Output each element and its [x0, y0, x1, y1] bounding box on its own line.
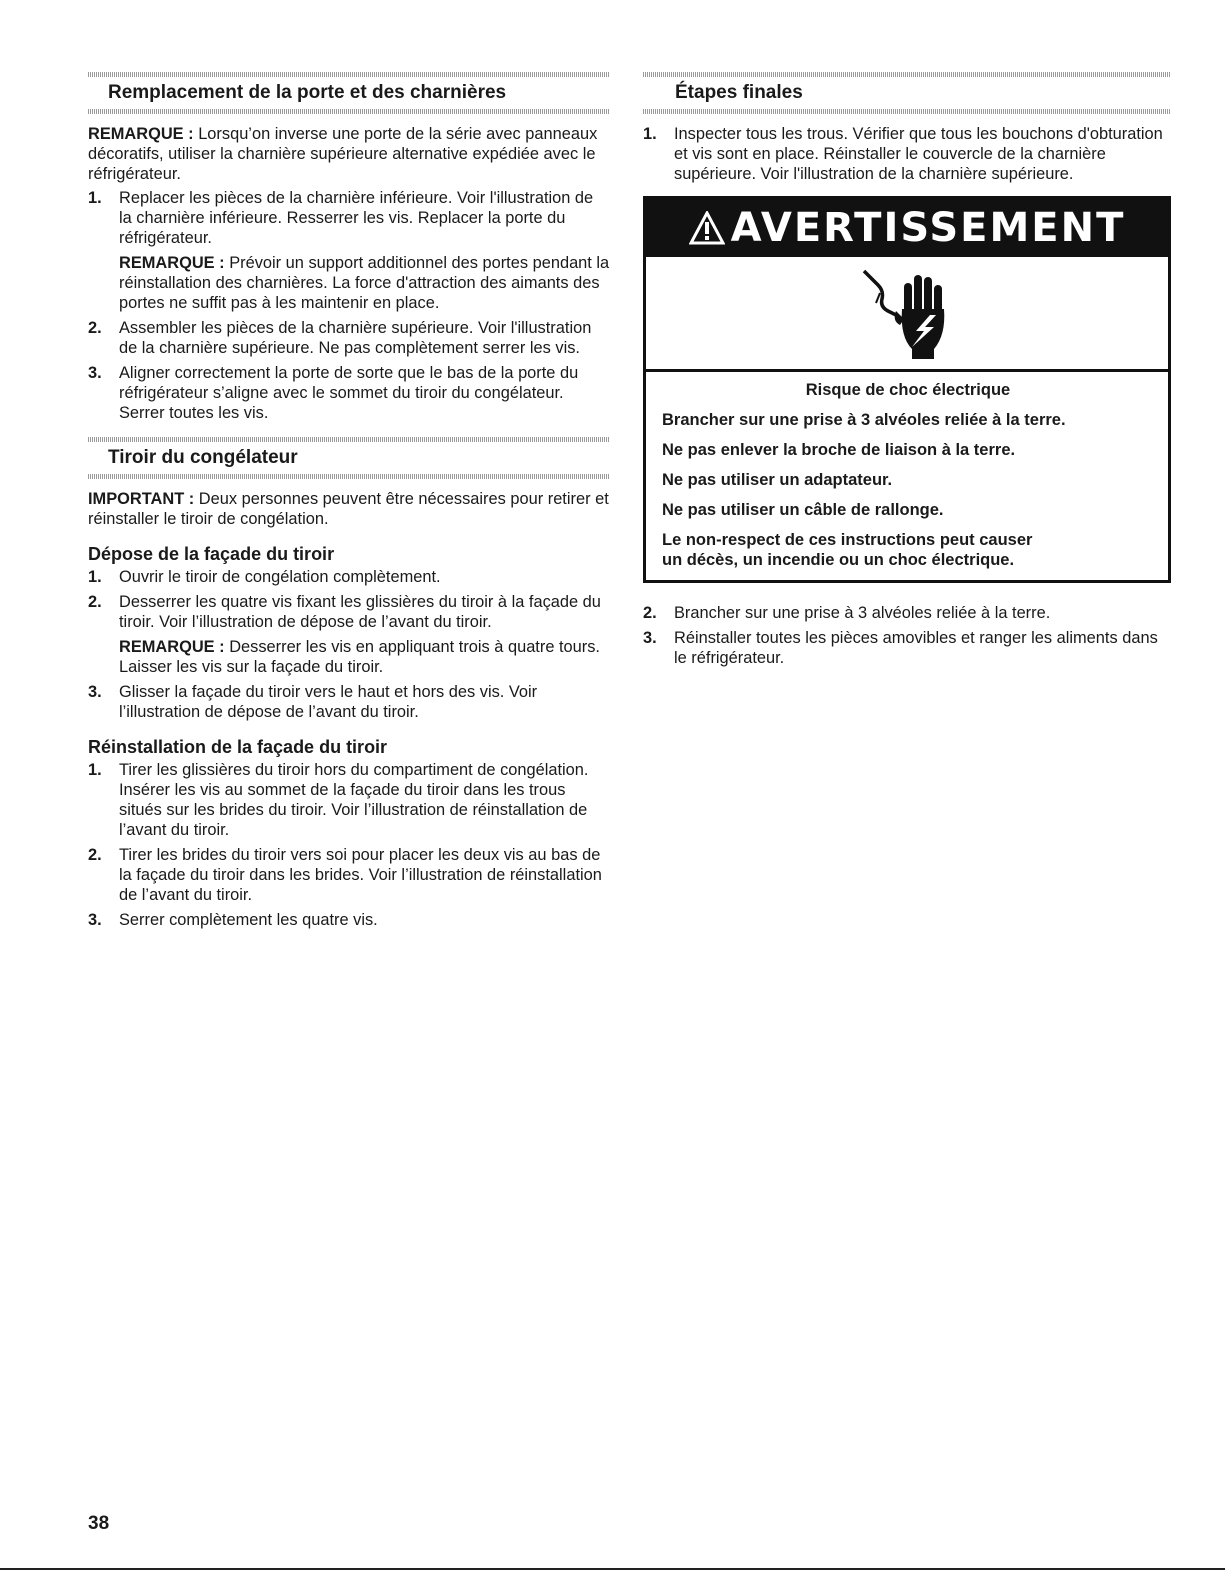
step-text: Replacer les pièces de la charnière inférieure. Voir l'illustration de la charnière inférieure. Resserrer les vis. Replacer la porte du réfrigérateur. [119, 189, 594, 247]
step-number: 1. [88, 189, 102, 207]
step-text: Desserrer les quatre vis fixant les glissières du tiroir à la façade du tiroir. Voir l’illustration de dépose de l’avant du tiroir. [119, 593, 601, 631]
section-title: Étapes finales [675, 82, 803, 103]
list-item [88, 363, 610, 423]
step-number: 2. [88, 593, 102, 611]
list-item [88, 188, 610, 313]
bottom-rule [0, 1568, 1225, 1570]
subsection-title: Réinstallation de la façade du tiroir [88, 737, 388, 757]
door-steps-list [88, 188, 610, 423]
note-text: Lorsqu’on inverse une porte de la série avec panneaux décoratifs, utiliser la charnière supérieure alternative expédiée avec le réfrigérateur. [88, 125, 598, 183]
section-title: Tiroir du congélateur [108, 447, 298, 468]
warning-line: Ne pas utiliser un adaptateur. [662, 471, 893, 489]
list-item [88, 592, 610, 677]
drawer-removal-steps-list [88, 567, 610, 722]
list-item [88, 760, 610, 840]
list-item [643, 628, 1171, 668]
section-rule-bottom [88, 109, 610, 114]
section-header-door-replacement [88, 72, 610, 114]
final-steps-list [643, 124, 1171, 184]
list-item [88, 682, 610, 722]
step-text: Brancher sur une prise à 3 alvéoles reliée à la terre. [674, 604, 1051, 622]
step-number: 1. [643, 125, 657, 143]
step-number: 3. [643, 629, 657, 647]
step-number: 2. [88, 319, 102, 337]
warning-line: Ne pas enlever la broche de liaison à la terre. [662, 441, 1016, 459]
section-header-final-steps [643, 72, 1171, 114]
step-text: Réinstaller toutes les pièces amovibles et ranger les aliments dans le réfrigérateur. [674, 629, 1158, 667]
step-text: Glisser la façade du tiroir vers le haut et hors des vis. Voir l’illustration de dépose de l’avant du tiroir. [119, 683, 538, 721]
step-text: Aligner correctement la porte de sorte que le bas de la porte du réfrigérateur s’aligne avec le sommet du tiroir du congélateur. Serrer toutes les vis. [119, 364, 579, 422]
step-number: 2. [643, 604, 657, 622]
warning-line: Ne pas utiliser un câble de rallonge. [662, 501, 944, 519]
section-header-freezer-drawer [88, 437, 610, 479]
list-item [88, 318, 610, 358]
section-rule-bottom [643, 109, 1171, 114]
list-item [88, 845, 610, 905]
list-item [643, 124, 1171, 184]
step-number: 1. [88, 568, 102, 586]
step-number: 3. [88, 683, 102, 701]
drawer-reinstall-steps-list [88, 760, 610, 930]
note-text: Desserrer les vis en appliquant trois à quatre tours. Laisser les vis sur la façade du tiroir. [119, 638, 600, 676]
step-text: Serrer complètement les quatre vis. [119, 911, 378, 929]
step-text: Assembler les pièces de la charnière supérieure. Voir l'illustration de la charnière supérieure. Ne pas complètement serrer les vis. [119, 319, 592, 357]
warning-header [646, 199, 1168, 257]
list-item [88, 910, 610, 930]
step-number: 3. [88, 911, 102, 929]
warning-consequence-line-2: un décès, un incendie ou un choc électrique. [662, 551, 1015, 569]
warning-text [646, 372, 1168, 580]
step-number: 2. [88, 846, 102, 864]
list-item [88, 567, 610, 587]
page-number: 38 [88, 1513, 110, 1534]
warning-consequence-line-1: Le non-respect de ces instructions peut causer [662, 531, 1033, 549]
step-number: 1. [88, 761, 102, 779]
section-title: Remplacement de la porte et des charnières [108, 82, 507, 103]
step-text: Tirer les glissières du tiroir hors du compartiment de congélation. Insérer les vis au sommet de la façade du tiroir dans les trous situés sur les brides du tiroir. Voir l’illustration de réinstallation de l’avant du tiroir. [119, 761, 589, 839]
warning-line: Brancher sur une prise à 3 alvéoles reliée à la terre. [662, 411, 1066, 429]
warning-icon-area [646, 257, 1168, 372]
warning-box [643, 196, 1171, 583]
important-paragraph [88, 489, 610, 529]
important-label: IMPORTANT : [88, 490, 195, 508]
step-text: Tirer les brides du tiroir vers soi pour placer les deux vis au bas de la façade du tiroir dans les brides. Voir l’illustration de réinstallation de l’avant du tiroir. [119, 846, 602, 904]
warning-triangle-icon [689, 211, 725, 245]
note-paragraph [88, 124, 610, 184]
final-steps-list-continued [643, 603, 1171, 668]
step-note [119, 253, 610, 313]
right-column [643, 72, 1171, 673]
warning-consequence [662, 530, 1154, 570]
step-text: Inspecter tous les trous. Vérifier que tous les bouchons d'obturation et vis sont en place. Réinstaller le couvercle de la charnière supérieure. Voir l'illustration de la charnière supérieure. [674, 125, 1163, 183]
important-text: Deux personnes peuvent être nécessaires pour retirer et réinstaller le tiroir de congélation. [88, 490, 609, 528]
electric-shock-hand-icon [852, 263, 962, 363]
list-item [643, 603, 1171, 623]
step-note [119, 637, 610, 677]
note-text: Prévoir un support additionnel des portes pendant la réinstallation des charnières. La force d'attraction des aimants des portes ne suffit pas à les maintenir en place. [119, 254, 610, 312]
step-text: Ouvrir le tiroir de congélation complètement. [119, 568, 441, 586]
note-label: REMARQUE : [119, 638, 225, 656]
note-label: REMARQUE : [119, 254, 225, 272]
subsection-title: Dépose de la façade du tiroir [88, 544, 335, 564]
step-number: 3. [88, 364, 102, 382]
left-column [88, 72, 610, 935]
warning-title: AVERTISSEMENT [730, 205, 1126, 251]
section-rule-bottom [88, 474, 610, 479]
warning-risk: Risque de choc électrique [805, 381, 1011, 399]
note-label: REMARQUE : [88, 125, 194, 143]
